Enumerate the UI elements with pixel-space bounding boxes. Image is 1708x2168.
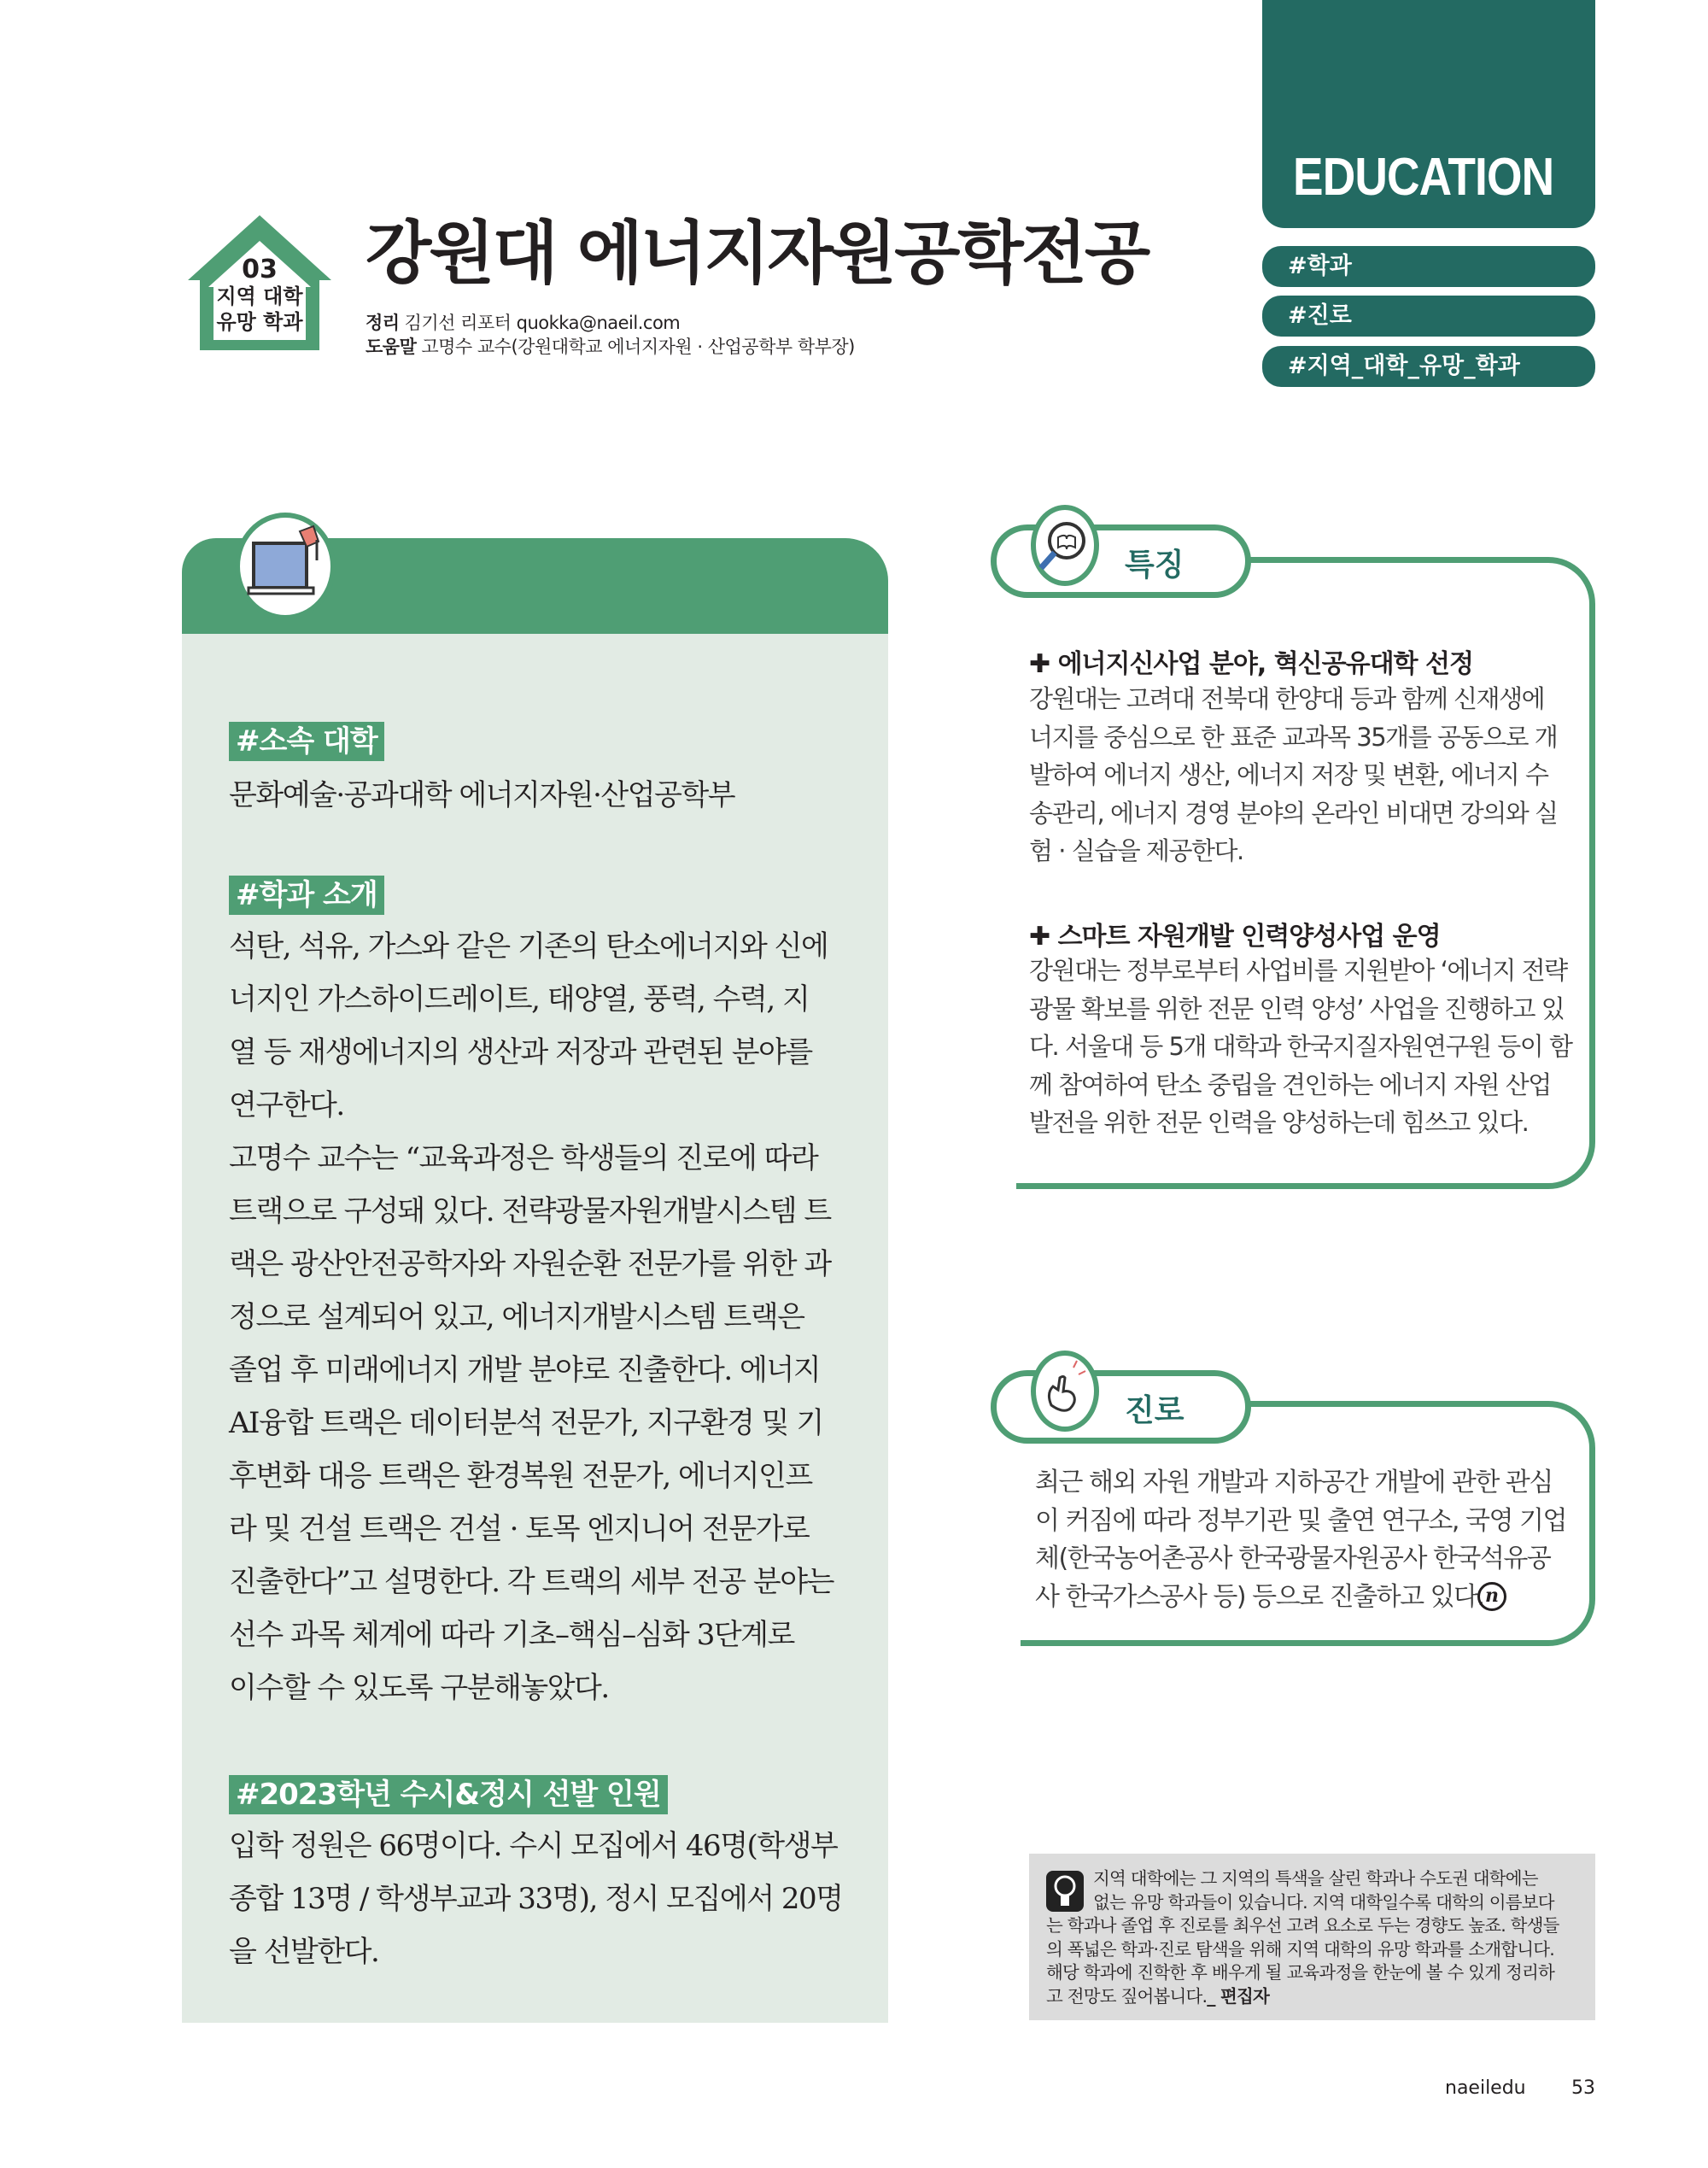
section-banner — [1262, 0, 1595, 228]
series-house-badge — [186, 212, 333, 352]
series-label — [186, 256, 333, 335]
text-line: 후변화 대응 트랙은 환경복원 전문가, 에너지인프 — [229, 1459, 812, 1493]
text-line: 너지인 가스하이드레이트, 태양열, 풍력, 수력, 지 — [229, 982, 810, 1017]
page-number: 53 — [1571, 2077, 1595, 2099]
section-label: EDUCATION — [1293, 148, 1554, 207]
text-line: 이수할 수 있도록 구분해놓았다. — [229, 1671, 609, 1705]
footer-brand: naeiledu — [1445, 2077, 1526, 2099]
text-line: AI융합 트랙은 데이터분석 전문가, 지구환경 및 기 — [229, 1406, 823, 1440]
note-signature: _ 편집자 — [1207, 1985, 1269, 2007]
feature-heading: ✚ 에너지신사업 분야, 혁신공유대학 선정 — [1029, 649, 1473, 679]
feature-body — [1029, 952, 1572, 1142]
text-line: 다. 서울대 등 5개 대학과 한국지질자원연구원 등이 함 — [1029, 1032, 1572, 1061]
text-line: 라 및 건설 트랙은 건설 · 토목 엔지니어 전문가로 — [229, 1512, 810, 1546]
credit-text: 고명수 교수(강원대학교 에너지자원 · 산업공학부 학부장) — [421, 337, 855, 357]
features-header — [991, 524, 1251, 598]
department-info-panel — [182, 538, 888, 2023]
section-tag-affiliation: #소속 대학 — [229, 722, 384, 761]
text-line: 석탄, 석유, 가스와 같은 기존의 탄소에너지와 신에 — [229, 929, 828, 964]
note-line: 지역 대학에는 그 지역의 특색을 살린 학과나 수도권 대학에는 — [1093, 1868, 1538, 1889]
text-line: 졸업 후 미래에너지 개발 분야로 진출한다. 에너지 — [229, 1353, 821, 1387]
text-line: 체(한국농어촌공사 한국광물자원공사 한국석유공 — [1035, 1544, 1551, 1573]
career-title: 진로 — [1125, 1393, 1184, 1428]
section-tag-admissions: #2023학년 수시&정시 선발 인원 — [229, 1775, 668, 1814]
magnifier-book-icon — [1031, 505, 1099, 586]
text-line: 진출한다”고 설명한다. 각 트랙의 세부 전공 분야는 — [229, 1565, 834, 1599]
editor-note — [1029, 1854, 1595, 2020]
text-line: 트랙으로 구성돼 있다. 전략광물자원개발시스템 트 — [229, 1194, 831, 1228]
credit-label: 정리 — [366, 313, 400, 333]
section-tag-introduction: #학과 소개 — [229, 876, 384, 915]
credit-label: 도움말 — [366, 337, 417, 357]
feature-body — [1029, 680, 1559, 870]
feature-heading: ✚ 스마트 자원개발 인력양성사업 운영 — [1029, 922, 1441, 952]
career-header — [991, 1370, 1251, 1444]
series-label-line: 지역 대학 — [216, 284, 303, 308]
editor-note-text — [1046, 1867, 1559, 2008]
note-line — [1046, 1985, 1559, 2009]
hashtag-department[interactable]: #학과 — [1262, 246, 1595, 287]
text-line: 송관리, 에너지 경영 분야의 온라인 비대면 강의와 실 — [1029, 798, 1558, 828]
text-line: 발전을 위한 전문 인력을 양성하는데 힘쓰고 있다. — [1029, 1108, 1529, 1137]
text-line: 선수 과목 체계에 따라 기초–핵심–심화 3단계로 — [229, 1618, 794, 1652]
introduction-text — [229, 920, 865, 1714]
note-line: 없는 유망 학과들이 있습니다. 지역 대학일수록 대학의 이름보다 — [1093, 1891, 1554, 1913]
text-line: 연구한다. — [229, 1088, 344, 1122]
features-title: 특징 — [1125, 548, 1184, 583]
note-line: 의 폭넓은 학과·진로 탐색을 위해 지역 대학의 유망 학과를 소개합니다. — [1046, 1938, 1554, 1960]
text-line: 열 등 재생에너지의 생산과 저장과 관련된 분야를 — [229, 1035, 812, 1069]
note-line: 해당 학과에 진학한 후 배우게 될 교육과정을 한눈에 볼 수 있게 정리하 — [1046, 1962, 1554, 1983]
text-line: 최근 해외 자원 개발과 지하공간 개발에 관한 관심 — [1035, 1468, 1553, 1497]
note-line-text: 고 전망도 짚어봅니다. — [1046, 1985, 1208, 2007]
text-line: 입학 정원은 66명이다. 수시 모집에서 46명(학생부 — [229, 1829, 838, 1863]
text-line: 사 한국가스공사 등) 등으로 진출하고 있다. — [1035, 1581, 1484, 1612]
hashtag-regional-university[interactable]: #지역_대학_유망_학과 — [1262, 346, 1595, 387]
end-mark-icon: n — [1477, 1582, 1506, 1611]
laptop-graduation-icon — [235, 513, 336, 620]
credit-editor — [366, 309, 680, 335]
credit-advisor — [366, 333, 855, 359]
text-line: 께 참여하여 탄소 중립을 견인하는 에너지 자원 산업 — [1029, 1069, 1551, 1099]
admissions-text — [229, 1819, 865, 1978]
credit-text: 김기선 리포터 quokka@naeil.com — [404, 313, 681, 333]
text-line: 문화예술·공과대학 에너지자원·산업공학부 — [229, 778, 735, 812]
text-line: 이 커짐에 따라 정부기관 및 출연 연구소, 국영 기업 — [1035, 1505, 1566, 1536]
series-number: 03 — [242, 255, 278, 284]
text-line: 너지를 중심으로 한 표준 교과목 35개를 공동으로 개 — [1029, 722, 1558, 752]
text-line: 강원대는 정부로부터 사업비를 지원받아 ‘에너지 전략 — [1029, 956, 1567, 985]
text-line: 고명수 교수는 “교육과정은 학생들의 진로에 따라 — [229, 1141, 818, 1175]
note-line: 는 학과나 졸업 후 진로를 최우선 고려 요소로 두는 경향도 높죠. 학생들 — [1046, 1915, 1559, 1936]
text-line: 정으로 설계되어 있고, 에너지개발시스템 트랙은 — [229, 1300, 804, 1334]
page-title: 강원대 에너지자원공학전공 — [366, 214, 1149, 293]
text-line: 종합 13명 / 학생부교과 33명), 정시 모집에서 20명 — [229, 1882, 843, 1916]
text-line: 랙은 광산안전공학자와 자원순환 전문가를 위한 과 — [229, 1247, 831, 1281]
series-label-line: 유망 학과 — [216, 310, 303, 334]
pointing-hand-icon — [1031, 1351, 1099, 1432]
text-line: 광물 확보를 위한 전문 인력 양성’ 사업을 진행하고 있 — [1029, 993, 1565, 1023]
text-line: 발하여 에너지 생산, 에너지 저장 및 변환, 에너지 수 — [1029, 760, 1548, 789]
affiliation-text — [229, 769, 865, 822]
text-line: 험 · 실습을 제공한다. — [1029, 836, 1243, 865]
hashtag-career[interactable]: #진로 — [1262, 296, 1595, 337]
text-line: 을 선발한다. — [229, 1935, 379, 1969]
text-line: 강원대는 고려대 전북대 한양대 등과 함께 신재생에 — [1029, 684, 1545, 713]
